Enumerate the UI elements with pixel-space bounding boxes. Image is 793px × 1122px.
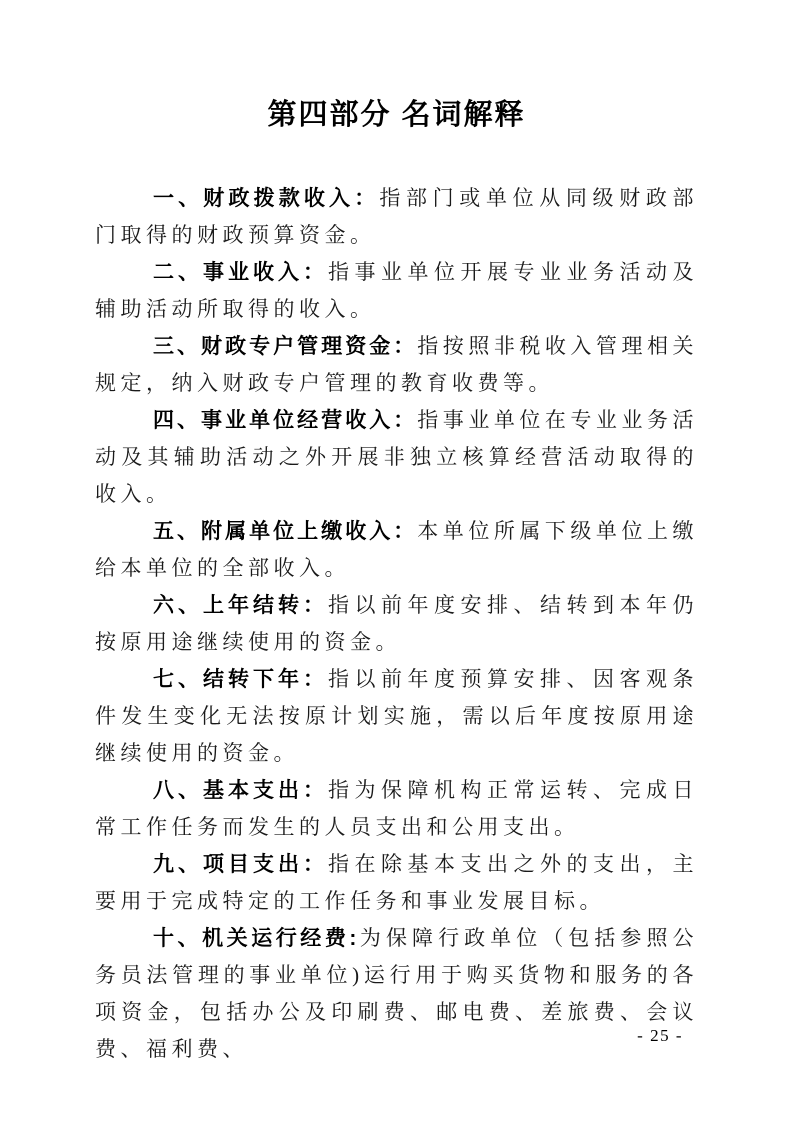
term-label: 九、项目支出： [153, 853, 328, 876]
glossary-item [95, 920, 698, 1068]
glossary-item [95, 513, 698, 587]
term-label: 二、事业收入： [153, 261, 328, 284]
glossary-item [95, 587, 698, 661]
term-definition: 指事业单位在专业业务活动及其辅助活动之外开展非独立核算经营活动取得的收入。 [95, 408, 699, 506]
term-definition: 指按照非税收入管理相关规定，纳入财政专户管理的教育收费等。 [95, 334, 699, 395]
term-definition: 指部门或单位从同级财政部门取得的财政预算资金。 [95, 186, 699, 247]
glossary-content [95, 180, 698, 1068]
glossary-item [95, 846, 698, 920]
term-definition: 指以前年度安排、结转到本年仍按原用途继续使用的资金。 [95, 593, 698, 654]
term-label: 七、结转下年： [153, 668, 328, 691]
term-label: 四、事业单位经营收入： [153, 409, 418, 432]
term-definition: 为保障行政单位（包括参照公务员法管理的事业单位)运行用于购买货物和服务的各项资金，包括办公及印刷费、邮电费、差旅费、会议费、福利费、 [95, 926, 698, 1061]
term-definition: 指在除基本支出之外的支出，主要用于完成特定的工作任务和事业发展目标。 [95, 852, 698, 913]
glossary-item [95, 180, 698, 254]
term-label: 三、财政专户管理资金： [153, 335, 418, 358]
glossary-item [95, 772, 698, 846]
term-definition: 指事业单位开展专业业务活动及辅助活动所取得的收入。 [95, 260, 698, 321]
term-definition: 本单位所属下级单位上缴给本单位的全部收入。 [95, 519, 699, 580]
term-label: 五、附属单位上缴收入： [153, 520, 418, 543]
glossary-item [95, 254, 698, 328]
page-title: 第四部分 名词解释 [267, 99, 526, 131]
glossary-item [95, 661, 698, 772]
glossary-item [95, 402, 698, 513]
term-definition: 指为保障机构正常运转、完成日常工作任务而发生的人员支出和公用支出。 [95, 778, 698, 839]
term-label: 一、财政拨款收入： [153, 187, 380, 210]
term-label: 六、上年结转： [153, 594, 328, 617]
page-number: - 25 - [637, 1026, 683, 1045]
term-definition: 指以前年度预算安排、因客观条件发生变化无法按原计划实施，需以后年度按原用途继续使用的资金。 [95, 667, 698, 765]
term-label: 十、机关运行经费: [153, 927, 360, 950]
glossary-item [95, 328, 698, 402]
term-label: 八、基本支出： [153, 779, 328, 802]
